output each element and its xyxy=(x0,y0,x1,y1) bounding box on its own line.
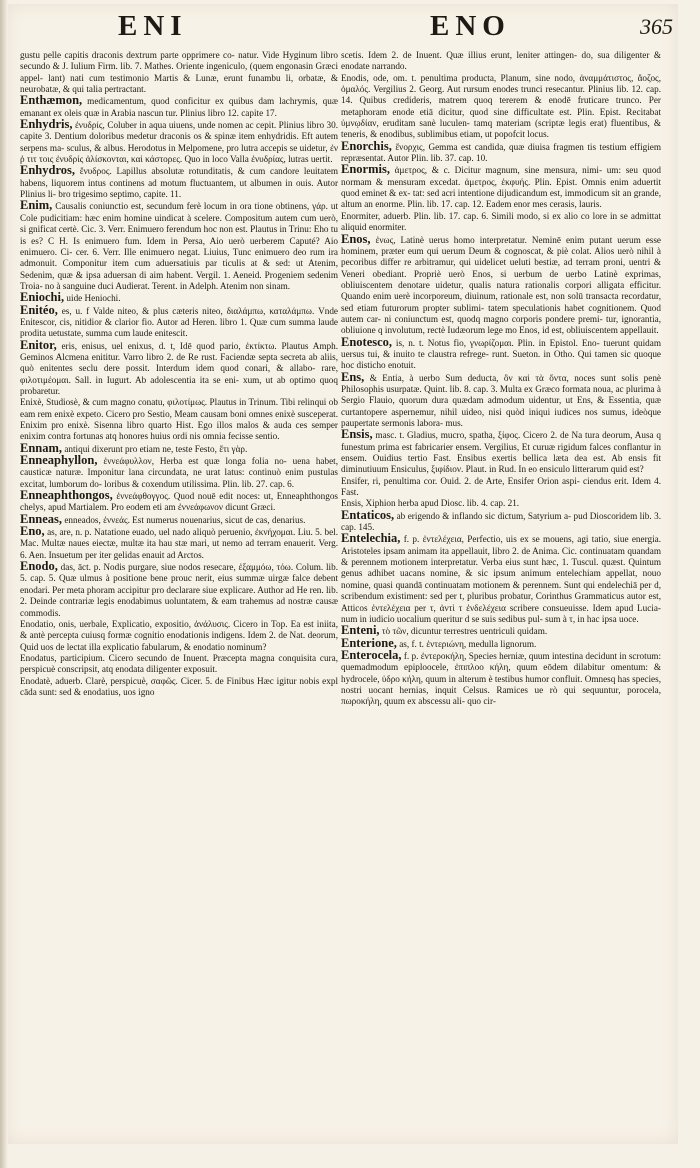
entry-text: enneados, ἐννεάς. Est numerus nouenarius, sicut de cas, denarius. xyxy=(64,514,306,525)
entry-text: as, are, n. p. Natatione euado, uel nado aliquò peruenio, ἐκνήχομαι. Liu. 5. bel. Mac. Multæ naues eiectæ, multæ ita hau stæ mari, ut nemo ad terram enauerit. Verg. 6. Aen. Insuetum per iter gelidas enauit ad Arctos. xyxy=(20,527,339,560)
dictionary-entry xyxy=(20,511,338,526)
entry-headword: Ens, xyxy=(341,369,365,384)
entry-headword: Enorchis, xyxy=(341,138,392,153)
entry-text: Enormiter, aduerb. Plin. lib. 17. cap. 6. Simili modo, si ex alio co lore in se admittat aliquid enormiter. xyxy=(341,210,661,233)
dictionary-entry xyxy=(20,292,338,304)
entry-text: Ensifer, ri, penultima cor. Ouid. 2. de Arte, Ensifer Orion aspi- ciendus erit. Idem 4. Fast. xyxy=(341,475,661,498)
entry-text: medicamentum, quod conficitur ex quibus dam lachrymis, quæ emanant ex oleis quæ in Arabia nascun tur. Plinius libro 12. capite 17. xyxy=(20,96,339,118)
entry-headword: Ennam, xyxy=(20,440,63,455)
entry-headword: Enneaphthongos, xyxy=(20,488,113,503)
entry-text: ἐνυδρίς, Coluber in aqua uiuens, unde nomen ac cepit. Plinius libro 30. capite 3. Dentium doloribus medetur draconis os & spinæ item enhydridis. Eft autem serpens ma- sculus, & albus. Herodotus in Melpomene, pro lutra accepis se uidetur, ἐν ῥ τιτ τοις ἐνυδρίς ἀλίσκονται, καὶ κάστορες. Quo in loco Valla ἐνυδρίας, lutras uertit. xyxy=(20,120,339,165)
entry-headword: Eno, xyxy=(20,524,45,539)
entry-headword: Enterione, xyxy=(341,635,397,650)
dictionary-entry xyxy=(341,50,661,73)
dictionary-entry xyxy=(20,676,338,699)
entry-headword: Enitor, xyxy=(20,337,57,352)
entry-text: ἀμετρος, & c. Dicitur magnum, sine mensura, nimi- um: seu quod normam & mensuram excedat. ἀμετρος, ἐκφυής. Plin. Epist. Omnis enim aduertit quod eminet & ex- tat: sed acri intentione dijudicandum est, immodicum sit an grande, altum an enorme. Plin. lib. 17. cap. 12. Eadem enor mes cerasis, lauris. xyxy=(341,165,662,210)
entry-headword: Ensis, xyxy=(341,427,373,442)
running-head xyxy=(0,10,700,50)
dictionary-entry xyxy=(20,119,338,165)
dictionary-entry xyxy=(20,50,338,95)
entry-headword: Enthæmon, xyxy=(20,93,83,108)
entry-text: es, u. f Valde niteo, & plus cæteris niteo, διαλάμπω, καταλάμπω. Vnde Enitescor, cis, nitidior & clarior fio. Autor ad Heren. libro 1. Quæ cum summa laude prodita uetustate, summa cum laude enitescit. xyxy=(20,305,338,339)
dictionary-entry xyxy=(341,73,661,141)
entry-text: Ensis, Xiphion herba apud Diosc. lib. 4. cap. 21. xyxy=(341,498,520,509)
entry-headword: Enhydris, xyxy=(20,117,73,132)
dictionary-entry xyxy=(20,455,338,490)
dictionary-entry xyxy=(20,561,338,619)
entry-text: ἔνορχις, Gemma est candida, quæ diuisa fragmen tis testium effigiem repræsentat. Autor Plin. lib. 37. cap. 10. xyxy=(341,141,661,164)
dictionary-entry xyxy=(20,397,338,442)
entry-headword: Entaticos, xyxy=(341,507,395,522)
entry-text: masc. t. Gladius, mucro, spatha, ξίφος. Cicero 2. de Na tura deorum, Ausa q funestum prima est fabricarier ensem. Vergilius, Et curuæ rigidum falces conflantur in ensem. Ouidius tertio Fast. Ensibus exertis bellica læta dea est. Ab ensis fit diminutiuum Ensiculus, ξιφίδιον. Plaut. in Rud. In eo ensiculo litterarum quid est? xyxy=(341,430,661,475)
entry-text: f. p. ἐντεροκήλη, Species herniæ, quum intestina decidunt in scrotum: quemadmodum epiploocele, ἐπιπλοο κήλη, quum eōdem dilabitur omentum: & hydrocele, ὑδρο κήλη, quum in alterum è testibus humor confluit. Omnesq has species, nostri uocant hernias, inquit Celsus. Ramices ue rò qui sequuntur, porocela, πωροκήλη, quum ex abscessu ali- quo cir- xyxy=(341,650,661,707)
dictionary-entry xyxy=(20,165,338,200)
entry-text: Enixè, Studiosè, & cum magno conatu, φιλοτίμως. Plautus in Trinum. Tibi relinqui ob eam rem enixè expeto. Cicero pro Sestio, Meam causam boni omnes enixè susceperat. Enixim pro enixè. Sisenna libro quarto Hist. Ego illos malos & auda ces semper enixim contra fortunas atq honores huius ordi nis omnia fecisse sentio. xyxy=(20,397,338,442)
running-head-right: ENO xyxy=(430,10,511,42)
entry-text: Enodatè, aduerb. Clarè, perspicuè, σαφῶς. Cicer. 5. de Finibus Hæc igitur nobis expl cāda sunt: sed & enodatius, uos igno xyxy=(20,675,338,697)
dictionary-entry xyxy=(341,164,661,210)
entry-text: ἐννεάφθογγος. Quod nouē edit noces: ut, Enneaphthongos chelys, apud Martialem. Pro eodem eti am ἐννεάφωνον dicunt Græci. xyxy=(20,491,338,513)
entry-text: Enodis, ode, om. t. penultima producta, Planum, sine nodo, ἀναμμάτιστος, ἄοζος, ὁμαλός. Vergilius 2. Georg. Aut rursum enodes trunci resecantur. Plinius lib. 12. cap. 14. Quibus credideris, matrem quoq tererem & enodē fruticare trunco. Per metaphoram enode etiā dicitur, quod sine difficultate est. Plin. Epist. Recitabat ὑμνῳδίαν, eruditam sanè luculen- tamq materiam (scriptæ legis erat) fluentibus, & teneris, & enodibus, sublimibus etiam, ut popofcit locus. xyxy=(341,72,661,140)
entry-headword: Entelechia, xyxy=(341,531,401,546)
running-head-left: ENI xyxy=(118,10,188,42)
dictionary-entry xyxy=(20,619,338,653)
entry-headword: Enhydros, xyxy=(20,163,76,178)
dictionary-entry xyxy=(20,526,338,561)
entry-text: f. p. ἐντελέχεια, Perfectio, uis ex se mouens, agi tatio, siue energia. Aristoteles ipsam animam ita appellauit, libro 2. de Anima. Cic. continuatam quandam & perennem motionem interpretatur. Verba eius sunt hæc, 1. Tuscul. quæst. Quintum genus adhibet uacans nomine, & sic ipsum animum entelechiam appellat, nouo nomine, quasi quandā continuatam motionem & perennem. Sunt qui endelechiā per d, scribendum existiment: sed per t, pluribus probatur, Corinthus Grammaticus autor est, Atticos ἐντελέχεια per τ, ἀντὶ τ ἐνδελέχεια scribere consueuisse. Idem apud Lucia- num in iudicio uocalium queritur d se suis sedibus pul- sum à τ, in hac ipsa uoce. xyxy=(341,534,662,624)
entry-text: Enodatus, participium. Cicero secundo de Inuent. Præcepta magna conquisita cura, perspicuè conscripsit, atq enodata diligenter exposuit. xyxy=(20,652,338,675)
dictionary-entry xyxy=(341,334,661,372)
entry-text: ab erigendo & inflando sic dictum, Satyrium a- pud Dioscoridem lib. 3. cap. 145. xyxy=(341,510,661,533)
entry-text: das, āct. p. Nodis purgare, siue nodos resecare, ἐξαμμόω, τόω. Colum. lib. 5. cap. 5. Quæ ulmus à positione bene prouc nerit, eius summæ uirgæ falce debent enodari. Per meta phoram accipitur pro declarare siue explicare. Author ad He ren. lib. 2. Deinde contrariæ legis enodabimus uoluntatem, & eam trahemus ad nostræ causæ commodis. xyxy=(20,562,338,618)
dictionary-entry xyxy=(20,200,338,292)
dictionary-entry xyxy=(341,369,661,430)
entry-text: scetis. Idem 2. de Inuent. Quæ illius erunt, leniter attingen- do, sua diligenter & enodate narrando. xyxy=(341,50,661,72)
column-divider xyxy=(334,52,335,1142)
entry-text: is, n. t. Notus fio, γνωρίζομαι. Plin. in Epistol. Eno- tuerunt quidam uersus tui, & inuito te claustra refrege- runt. Sueton. in Otho. Qui tamen sic quoque hoc disticho enotuit. xyxy=(341,337,661,371)
dictionary-entry xyxy=(341,647,661,708)
dictionary-entry xyxy=(20,490,338,514)
entry-text: uide Heniochi. xyxy=(66,293,121,304)
entry-headword: Enos, xyxy=(341,231,371,246)
entry-headword: Enodo, xyxy=(20,559,58,574)
entry-text: eris, enisus, uel enixus, d. t, Idē quod pario, ἐκτίκτω. Plautus Amph. Geminos Alcmena enititur. Varro libro 2. de Re rust. Faciendæ septa secreta ab aliis, quò enitentes seclu dere possit. Interdum idem quod conari, & allabo- rare, φιλοτιμέομαι. Sall. in Iugurt. Ab adolescentia ita se eni- xum, ut ab optimo quoq probaretur. xyxy=(20,340,338,396)
entry-text: gustu pelle capitis draconis dextrum parte opprimere co- natur. Vide Hyginum libro secundo & J. Iulium Firm. lib. 7. Mathes. Oriente ingeniculo, (quem engonasin Græci appel- lant) nati cum testimonio Martis & Lunæ, erunt funambu li, orbatæ, & neurobatæ, & qui talia pertractant. xyxy=(20,50,338,95)
entry-text: antiqui dixerunt pro etiam ne, teste Festo, ἔτι γὰρ. xyxy=(64,443,248,454)
entry-text: τὸ τῶν, dicuntur terrestres uentriculi quidam. xyxy=(381,626,548,637)
entry-text: ἔνυδρος. Lapillus absolutæ rotunditatis, & cum candore leuitatem habens, liquorem intus continens ad motum fluctuantem, ut albumen in ouis. Autor Plinius li- bro trigesimo septimo, capite. 11. xyxy=(20,166,339,200)
dictionary-entry xyxy=(341,429,661,475)
entry-text: Enodatio, onis, uerbale, Explicatio, expositio, ἀνάλυσις. Cicero in Top. Ea est iniita, & antè percepta cuiusq formæ cognitio enodationis indigens. Idem 2. de Nat. deorum, Quid uos de lectat illa explicatio fabularum, & enodatio nominum? xyxy=(20,618,338,652)
dictionary-entry xyxy=(20,653,338,676)
left-column xyxy=(20,50,338,698)
entry-headword: Enneas, xyxy=(20,511,63,526)
entry-headword: Eniochi, xyxy=(20,290,65,305)
entry-text: as, f. t. ἐντεριώνη, medulla lignorum. xyxy=(399,638,537,649)
entry-text: & Entia, à uerbo Sum deducta, ὂν καὶ τὰ ὄντα, noces sunt solis penè Philosophis usurpatæ. Quint. lib. 8. cap. 3. Multa ex Græco formata noua, ac plurima à Sergio Flauio, quorum dura quædam admodum uidentur, ut Ens, & Essentia, quæ curtantopere aspernemur, nihil uideo, nisi quòd iniqui iudices nos sumus, ideòque paupertate sermonis labora- mus. xyxy=(341,372,661,428)
right-column xyxy=(341,50,661,708)
entry-text: ἐννεάφυλλον, Herba est quæ longa folia no- uena habet, causticæ naturæ. Imponitur lana circundata, ne urat latus: continuò enim pustulas excitat, lumborum do- loribus & coxendum utilissima. Plin. lib. 27. cap. 6. xyxy=(20,456,339,489)
entry-headword: Enitéo, xyxy=(20,302,58,317)
entry-headword: Enneaphyllon, xyxy=(20,453,98,468)
page-number: 365 xyxy=(640,14,673,39)
entry-headword: Enterocela, xyxy=(341,647,402,662)
dictionary-entry xyxy=(20,302,338,340)
entry-headword: Enotesco, xyxy=(341,334,393,349)
entry-text: Causalis coniunctio est, secundum ferè locum in ora tione obtinens, γάρ. ut Cole pudicitiam: hæc enim homine uindicat à scelere. Compositum autem cum uerò, si gnificat certè. Cic. 3. Verr. Enimuero ferendum hoc non est. Plautus in Trinu: Eho tu is es? C H. Is enimuero fum. Idem in Persa, Aio uerò uerberem Caputé? Aio enimuero. Ci- cer. 6. Verr. Ille enimuero negat. Liuius, Tunc enimuero deo rum ira admonuit. Componitur item cum aduersatiuis par ticulis at & sed: ut Atenim, Sedenim, quæ & ipsa aduersan di aim habent. Vergil. 1. Aeneid. Progeniem sedenim Troia- no à sanguine duci Audierat. Terent. in Adelph. Atenim non sinam. xyxy=(20,201,338,291)
dictionary-entry xyxy=(20,337,338,398)
entry-headword: Enim, xyxy=(20,198,53,213)
dictionary-entry xyxy=(341,476,661,499)
dictionary-entry xyxy=(341,138,661,165)
entry-headword: Enteni, xyxy=(341,623,380,638)
dictionary-entry xyxy=(341,231,661,337)
dictionary-entry xyxy=(20,95,338,119)
dictionary-entry xyxy=(341,533,661,625)
entry-text: ἐνως, Latinè uerus homo interpretatur. Neminē enim putant uerum esse hominem, præter eum qui uerum Deum & cognoscat, & piè colat. Alios uerò nihil à pecoribus differ re arbitramur, qui uidelicet ueluti bestiæ, ad terram proni, uentri & Veneri obediant. Propriè uerò Enos, si uerbum de uerbo Latinè exprimas, obliuiscentem denotare uidetur, qualis natura rationalis corpori alligata efficitur. Quando enim uerè incorporeum, diuinum, rationale est, non solū transacta recordatur, sed etiam futurorum propter sublimi- tatem speculationis habet cognitionem. Quod autem car- ni coniunctum est, quodq magno corporis pondere premi- tur, ignorantia, obliuione q involutum, rectè Iudæorum lege mo Enos, id est, obliuiscentem appellauit. xyxy=(341,234,661,336)
dictionary-entry xyxy=(341,507,661,534)
dictionary-entry xyxy=(341,211,661,234)
entry-headword: Enormis, xyxy=(341,162,390,177)
binding-gutter xyxy=(0,0,8,1168)
